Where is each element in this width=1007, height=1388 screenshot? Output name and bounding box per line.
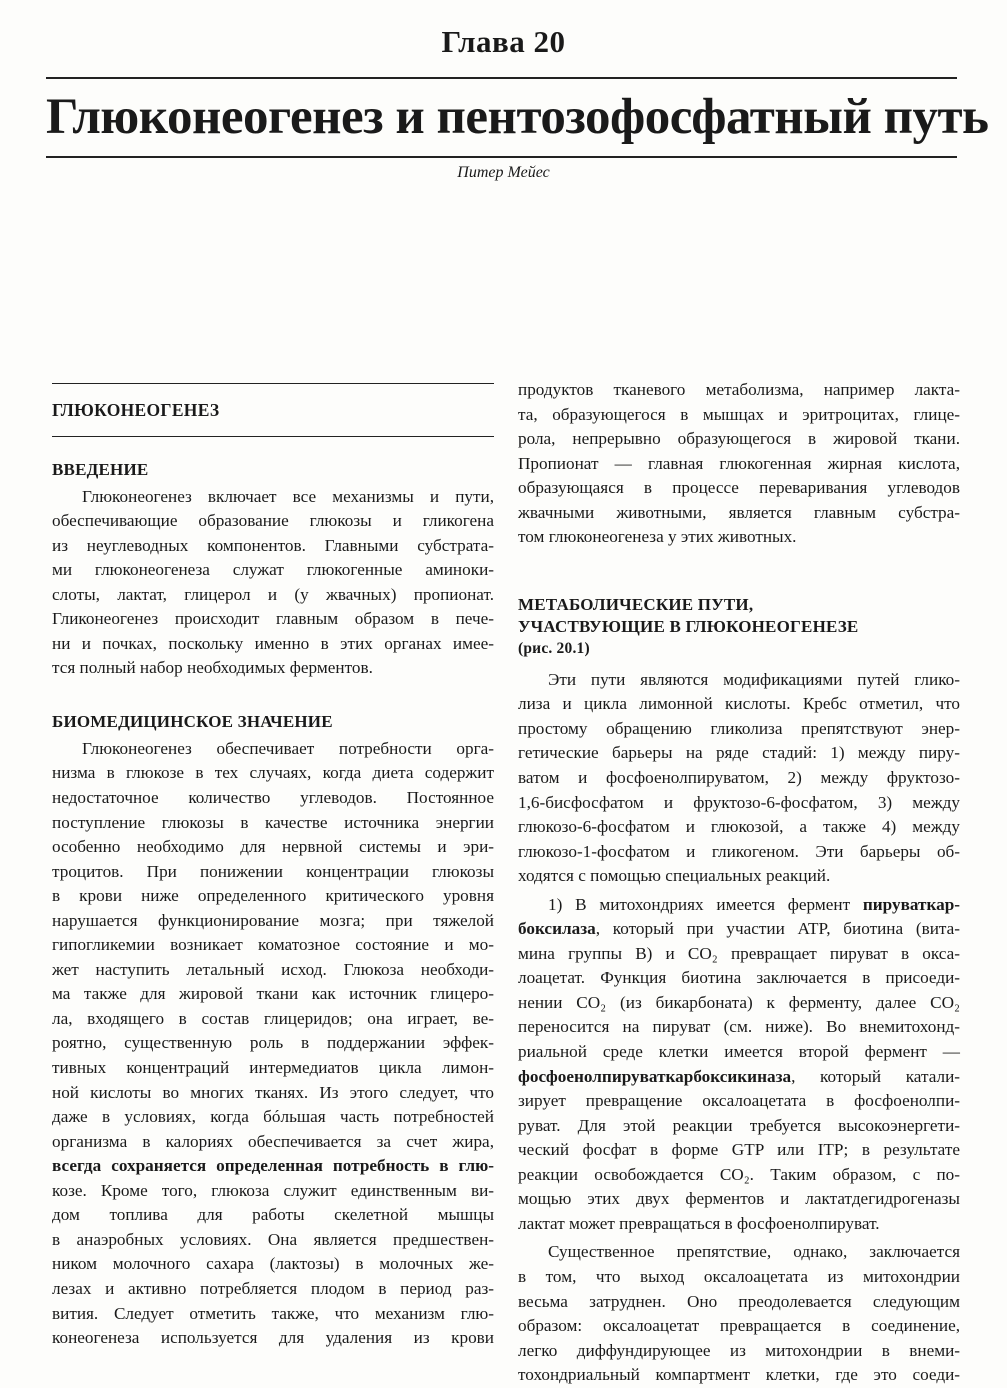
text-line: вития. Следует отметить также, что механизм глю- [52,1303,494,1323]
text-line [518,917,960,942]
text-line: Пропионат — главная глюкогенная жирная кислота, [518,453,960,473]
text-line: тохондриальный компартмент клетки, где это соеди- [518,1365,960,1385]
text-line: ла, входящего в состав глицеридов; она играет, ве- [52,1008,494,1028]
text-line: низма в глюкозе в тех случаях, когда диета содержит [52,763,494,783]
text-line: мощью этих двух ферментов и лактатдегидрогеназы [518,1189,960,1209]
section-heading: ГЛЮКОНЕОГЕНЕЗ [52,400,220,420]
text-run: 1) В митохондриях имеется фермент [548,894,863,914]
text-line: ватом и фосфоенолпируватом, 2) между фруктозо- [518,768,960,788]
text-line: руват. Для этой реакции требуется высокоэнергети- [518,1115,960,1135]
text-line: глюкозо-1-фосфатом и гликогеном. Эти барьеры об- [518,841,960,861]
text-line: весьма затруднен. Оно преодолевается следующим [518,1291,960,1311]
text-line: в том, что выход оксалоацетата из митохондрии [518,1266,960,1286]
text-line: Глюконеогенез включает все механизмы и пути, [82,486,494,506]
author: Питер Мейес [457,164,550,181]
text-line: реакции освобождается CO₂. Таким образом, с по- [518,1164,960,1184]
text-line: 1,6-бисфосфатом и фруктозо-6-фосфатом, 3) между [518,792,960,812]
emphasis-line: всегда сохраняется определенная потребность в глю- [52,1156,494,1176]
text-line: троцитов. При понижении концентрации глюкозы [52,861,494,881]
pyruvate-carboxylase-paragraph [518,893,960,1237]
title-bottom-rule [46,156,957,158]
text-line: даже в условиях, когда бóльшая часть потребностей [52,1107,494,1127]
text-line: Эти пути являются модификациями путей глико- [548,669,960,689]
text-line: жет наступить летальный исход. Глюкоза необходи- [52,959,494,979]
text-line: образом: оксалоацетат превращается в соединение, [518,1316,960,1336]
text-line: глюкозо-6-фосфатом и глюкозой, а также 4) между [518,817,960,837]
metabolic-paragraph [518,668,960,889]
text-line: жвачными животными, является главным субстра- [518,502,960,522]
text-line: козе. Кроме того, глюкоза служит единственным ви- [52,1180,494,1200]
text-line: легко диффундирующее из митохондрии в внеми- [518,1340,960,1360]
text-line: ной кислоты во многих тканях. Из этого следует, что [52,1082,494,1102]
text-line: тивных концентраций интермедиатов цикла лимон- [52,1058,494,1078]
text-line: ни и почках, поскольку именно в этих органах имее- [52,633,494,653]
oxaloacetate-paragraph [518,1240,960,1387]
right-column [518,378,960,1388]
text-line: тся полный набор необходимых ферментов. [52,658,373,678]
text-line: в анаэробных условиях. Она является предшествен- [52,1229,494,1249]
text-line: мина группы В) и CO₂ превращает пируват в окса- [518,943,960,963]
text-line: переносится на пируват (см. ниже). Во внемитохонд- [518,1017,960,1037]
text-line: нарушается функционирование мозга; при тяжелой [52,910,494,930]
metabolic-heading-figure-ref: (рис. 20.1) [518,639,590,657]
text-line: лоацетат. Функция биотина заключается в присоеди- [518,968,960,988]
text-line: из неуглеводных компонентов. Главными субстрата- [52,535,494,555]
text-line: лактат может превращаться в фосфоенолпируват. [518,1213,880,1233]
text-line: том глюконеогенеза у этих животных. [518,527,797,547]
text-line [518,893,960,918]
metabolic-heading-line-2: УЧАСТВУЮЩИЕ В ГЛЮКОНЕОГЕНЕЗЕ [518,616,859,636]
text-line: продуктов тканевого метаболизма, например лакта- [518,380,960,399]
text-line: обеспечивающие образование глюкозы и гликогена [52,511,494,531]
text-line: нении CO₂ (из бикарбоната) к ферменту, далее CO₂ [518,992,960,1012]
enzyme-name: боксилаза [518,919,596,939]
left-column [52,383,494,1351]
text-line: ческий фосфат в форме GTP или ITP; в результате [518,1140,960,1160]
text-line: ма также для жировой ткани как источник глицеро- [52,984,494,1004]
text-line: особенно необходимо для нервной системы и эри- [52,837,494,857]
text-line: образующаяся в процессе переваривания углеводов [518,478,960,498]
text-line: слоты, лактат, глицерол и (у жвачных) пропионат. [52,584,494,604]
enzyme-name: пируваткар- [862,894,960,914]
text-line: гетические барьеры на ряде стадий: 1) между пиру- [518,743,960,763]
text-line: организма в калориях обеспечивается за счет жира, [52,1131,494,1151]
text-line: ходятся с помощью специальных реакций. [518,866,831,886]
text-run: , который катали- [791,1066,960,1086]
text-line [518,1065,960,1090]
text-line: Гликонеогенез происходит главным образом в пече- [52,609,494,629]
title-top-rule [46,77,957,79]
text-line: лезах и активно потребляется плодом в период раз- [52,1278,494,1298]
text-line: ником молочного сахара (лактозы) в молочных же- [52,1254,494,1274]
text-line: рола, непрерывно образующегося в жировой ткани. [518,429,960,449]
text-line: лиза и цикла лимонной кислоты. Кребс отметил, что [518,694,960,714]
text-line: в крови ниже определенного критического уровня [52,886,494,906]
text-line: простому обращению гликолиза препятствуют энер- [518,718,960,738]
metabolic-heading-line-1: МЕТАБОЛИЧЕСКИЕ ПУТИ, [518,594,754,614]
intro-paragraph [52,485,494,681]
biomedical-heading: БИОМЕДИЦИНСКОЕ ЗНАЧЕНИЕ [52,711,333,731]
text-line: гипогликемии возникает коматозное состояние и мо- [52,935,494,955]
text-line: роятно, существенную роль в поддержании эффек- [52,1033,494,1053]
text-line: ми глюконеогенеза служат глюкогенные аминоки- [52,560,494,580]
text-line: дом топлива для работы скелетной мышцы [52,1205,494,1225]
biomedical-paragraph [52,737,494,1351]
text-line: риальной среде клетки имеется второй фермент — [518,1042,960,1062]
chapter-number: Глава 20 [441,24,566,59]
text-line: зирует превращение оксалоацетата в фосфоенолпи- [518,1091,960,1111]
text-line: поступление глюкозы в качестве источника энергии [52,812,494,832]
text-line: Глюконеогенез обеспечивает потребности орга- [82,738,494,758]
text-run: , который при участии ATP, биотина (вита- [595,919,960,939]
enzyme-name: фосфоенолпируваткарбоксикиназа [518,1066,792,1086]
intro-heading: ВВЕДЕНИЕ [52,459,149,479]
text-line: конеогенеза используется для удаления из крови [52,1328,494,1348]
continued-paragraph [518,378,960,550]
chapter-title: Глюконеогенез и пентозофосфатный путь [46,89,989,145]
text-line: та, образующегося в мышцах и эритроцитах, глице- [518,404,960,424]
text-line: недостаточное количество углеводов. Постоянное [52,788,494,808]
text-line: Существенное препятствие, однако, заключается [548,1242,960,1262]
